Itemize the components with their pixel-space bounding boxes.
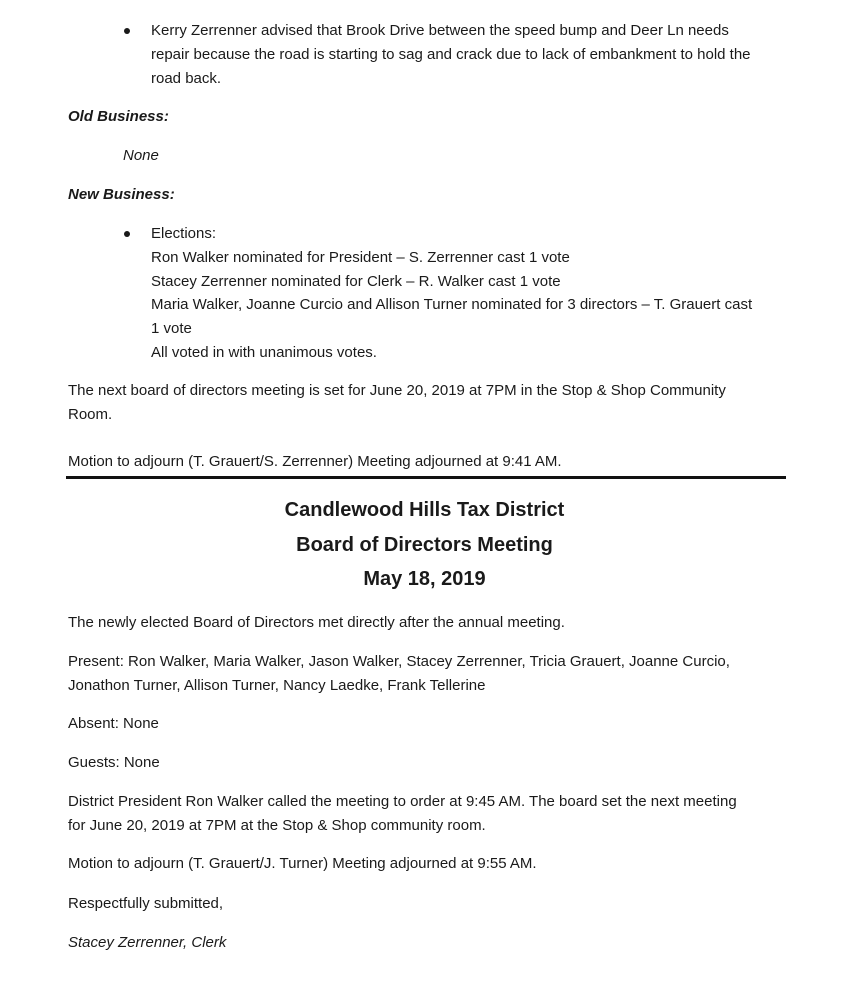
present-line: Present: Ron Walker, Maria Walker, Jason Walker, Stacey Zerrenner, Tricia Grauert, Joanne Curcio,: [68, 653, 730, 670]
present-line: Jonathon Turner, Allison Turner, Nancy Laedke, Frank Tellerine: [68, 677, 486, 694]
elections-line: Maria Walker, Joanne Curcio and Allison Turner nominated for 3 directors – T. Grauert cast: [151, 296, 753, 313]
section-divider: [66, 476, 786, 479]
new-business-heading: New Business:: [68, 186, 175, 203]
bullet-marker: [124, 28, 130, 34]
old-business-heading: Old Business:: [68, 108, 169, 125]
called-to-order-line: District President Ron Walker called the meeting to order at 9:45 AM. The board set the next meeting: [68, 793, 737, 810]
next-meeting-line: The next board of directors meeting is set for June 20, 2019 at 7PM in the Stop & Shop Community: [68, 382, 726, 399]
elections-line: 1 vote: [151, 320, 192, 337]
signature: Stacey Zerrenner, Clerk: [68, 934, 227, 951]
elections-line: Stacey Zerrenner nominated for Clerk – R. Walker cast 1 vote: [151, 273, 561, 290]
motion-to-adjourn: Motion to adjourn (T. Grauert/J. Turner) Meeting adjourned at 9:55 AM.: [68, 855, 537, 872]
bullet-line: repair because the road is starting to sag and crack due to lack of embankment to hold the: [151, 46, 751, 63]
elections-line: All voted in with unanimous votes.: [151, 344, 377, 361]
motion-to-adjourn: Motion to adjourn (T. Grauert/S. Zerrenner) Meeting adjourned at 9:41 AM.: [68, 453, 562, 470]
intro-paragraph: The newly elected Board of Directors met directly after the annual meeting.: [68, 614, 565, 631]
called-to-order-line: for June 20, 2019 at 7PM at the Stop & Shop community room.: [68, 817, 486, 834]
bullet-line: road back.: [151, 70, 222, 87]
guests-line: Guests: None: [68, 754, 160, 771]
bullet-marker: [124, 231, 130, 237]
elections-line: Elections:: [151, 225, 217, 242]
bullet-line: Kerry Zerrenner advised that Brook Drive between the speed bump and Deer Ln needs: [151, 22, 729, 39]
next-meeting-line: Room.: [68, 406, 113, 423]
meeting-date: May 18, 2019: [363, 568, 486, 590]
elections-line: Ron Walker nominated for President – S. Zerrenner cast 1 vote: [151, 249, 570, 266]
closing-line: Respectfully submitted,: [68, 895, 224, 912]
document-title: Candlewood Hills Tax District: [284, 499, 565, 521]
meeting-title: Board of Directors Meeting: [296, 534, 553, 556]
old-business-value: None: [123, 147, 159, 164]
absent-line: Absent: None: [68, 715, 159, 732]
